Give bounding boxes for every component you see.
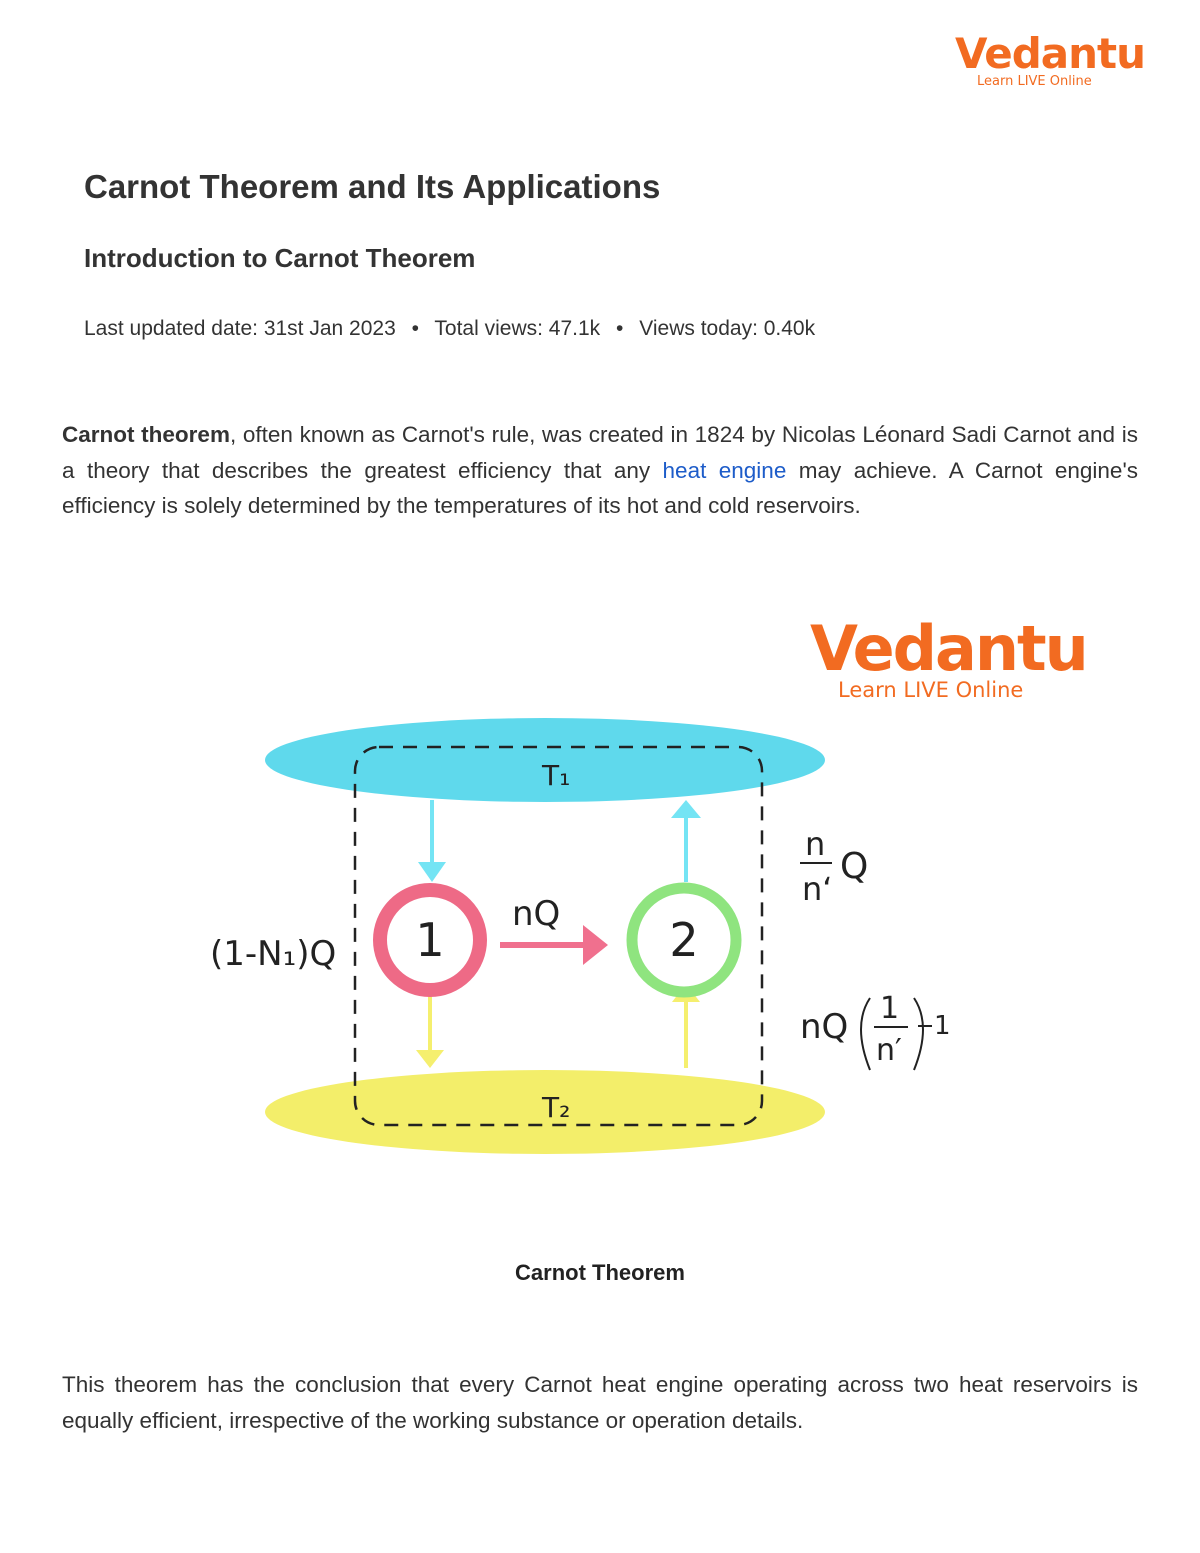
diagram-logo-tagline: Learn LIVE Online (838, 678, 1024, 702)
logo-tagline: Learn LIVE Online (977, 74, 1092, 89)
engine-2-label: 2 (669, 913, 699, 967)
heat-engine-link[interactable]: heat engine (662, 457, 787, 483)
work-transfer-label: nQ (512, 894, 561, 934)
diagram-logo-wordmark: Vedantu (810, 612, 1087, 685)
engine-1-label: 1 (415, 913, 445, 967)
ratio-numerator: n (805, 825, 826, 863)
work-transfer-arrowhead (583, 925, 608, 965)
rejected-heat-label: (1-N₁)Q (210, 934, 337, 974)
intro-text: may achieve. A Carnot engine's efficiency is solely determined by the temperatures of its hot and cold reservoirs. (62, 457, 1138, 518)
intro-text: , often known as Carnot's rule, was created in 1824 by Nicolas Léonard Sadi Carnot and is a theory that describes the greatest efficiency that any (62, 422, 1138, 483)
work-expression-numerator: 1 (880, 991, 900, 1026)
heat-return-arrowhead (671, 800, 701, 818)
section-heading: Introduction to Carnot Theorem (84, 243, 476, 273)
carnot-diagram (190, 600, 1090, 1190)
total-views: Total views: 47.1k (434, 317, 601, 340)
figure-caption: Carnot Theorem (515, 1260, 685, 1285)
conclusion-paragraph: This theorem has the conclusion that every Carnot heat engine operating across two heat reservoirs is equally efficient, irrespective of the working substance or operation details. (62, 1372, 1138, 1433)
ratio-denominator: n‘ (802, 870, 833, 908)
vedantu-logo[interactable] (955, 29, 1145, 89)
open-paren (861, 998, 870, 1070)
work-expression-prefix: nQ (800, 1007, 849, 1047)
heat-out-arrowhead (416, 1050, 444, 1068)
meta-separator: • (616, 317, 624, 340)
hot-reservoir-label: T₁ (542, 759, 571, 792)
meta-separator: • (411, 317, 419, 340)
ratio-q: Q (840, 846, 869, 887)
intro-paragraph (62, 417, 1138, 524)
cold-reservoir-label: T₂ (542, 1091, 571, 1124)
logo-wordmark: Vedantu (955, 29, 1145, 78)
article-meta (84, 317, 815, 341)
views-today: Views today: 0.40k (639, 317, 816, 340)
work-expression-suffix: 1 (934, 1011, 951, 1041)
last-updated: Last updated date: 31st Jan 2023 (84, 317, 396, 340)
close-paren (914, 998, 923, 1070)
intro-bold-term: Carnot theorem (62, 422, 230, 447)
page-title: Carnot Theorem and Its Applications (84, 168, 661, 205)
heat-in-arrowhead (418, 862, 446, 882)
work-expression-denominator: n′ (876, 1033, 902, 1068)
carnot-diagram-svg (190, 600, 1090, 1190)
